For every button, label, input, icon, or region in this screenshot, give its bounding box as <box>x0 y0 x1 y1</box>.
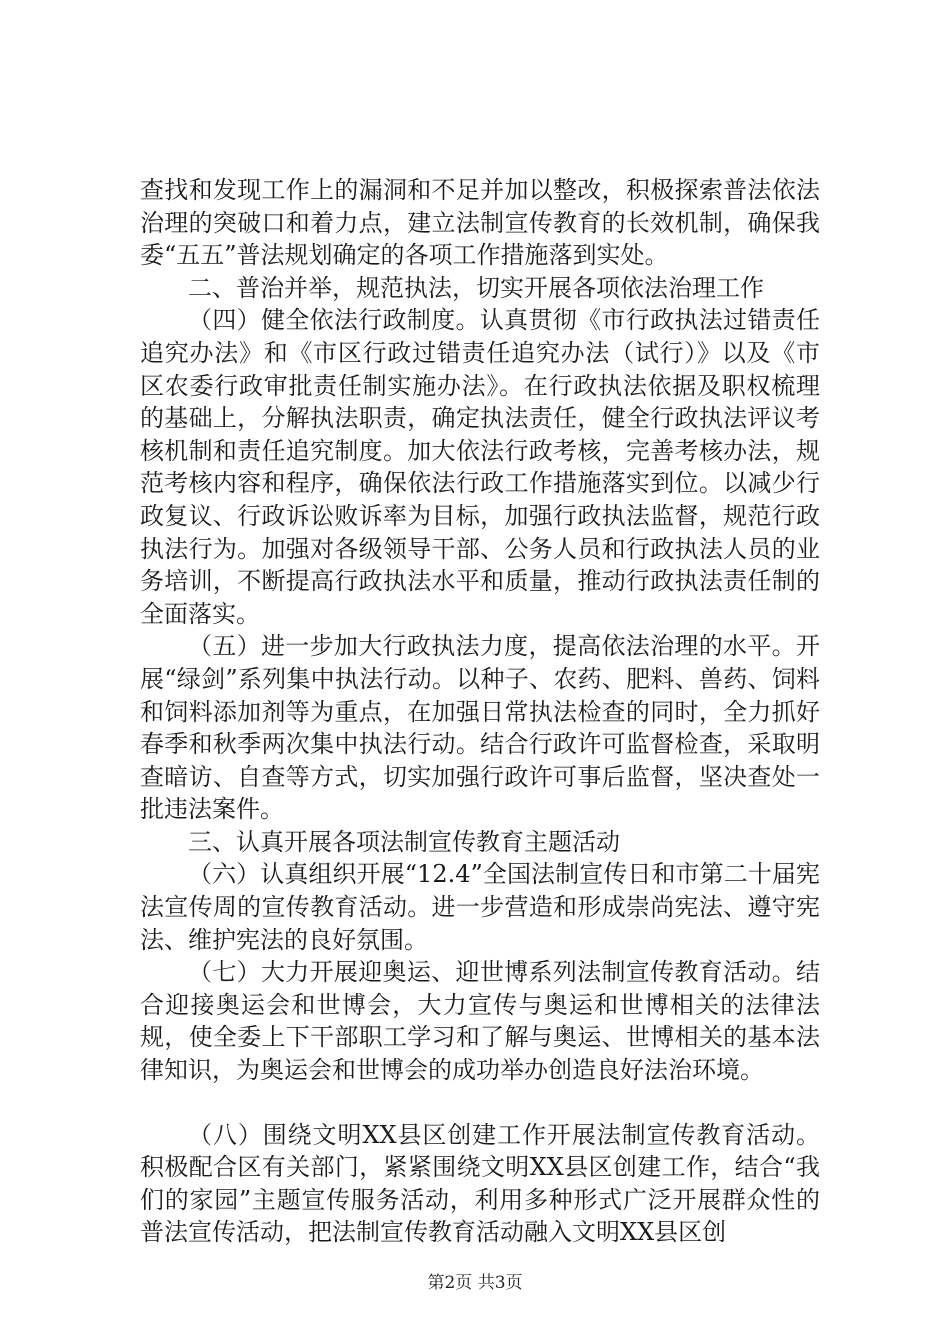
paragraph-item-8: （八）围绕文明XX县区创建工作开展法制宣传教育活动。积极配合区有关部门，紧紧围绕文明XX县区创建工作，结合“我们的家园”主题宣传服务活动，利用多种形式广泛开展群众性的普法宣传活动，把法制宣传教育活动融入文明XX县区创 <box>140 1120 820 1247</box>
section-heading-2: 二、普治并举，规范执法，切实开展各项依法治理工作 <box>188 273 764 302</box>
page-footer: 第2页 共3页 <box>427 1273 523 1293</box>
paragraph-item-4: （四）健全依法行政制度。认真贯彻《市行政执法过错责任追究办法》和《市区行政过错责任追究办法（试行）》以及《市区农委行政审批责任制实施办法》。在行政执法依据及职权梳理的基础上，分解执法职责，确定执法责任，健全行政执法评议考核机制和责任追究制度。加大依法行政考核，完善考核办法，规范考核内容和程序，确保依法行政工作措施落实到位。以减少行政复议、行政诉讼败诉率为目标，加强行政执法监督，规范行政执法行为。加强对各级领导干部、公务人员和行政执法人员的业务培训，不断提高行政执法水平和质量，推动行政执法责任制的全面落实。 <box>140 306 820 628</box>
section-heading-3: 三、认真开展各项法制宣传教育主题活动 <box>188 827 620 856</box>
paragraph-item-7: （七）大力开展迎奥运、迎世博系列法制宣传教育活动。结合迎接奥运会和世博会，大力宣传与奥运和世博相关的法律法规，使全委上下干部职工学习和了解与奥运、世博相关的基本法律知识，为奥运会和世博会的成功举办创造良好法治环境。 <box>140 958 820 1085</box>
paragraph-item-6: （六）认真组织开展“12.4”全国法制宣传日和市第二十届宪法宣传周的宣传教育活动。进一步营造和形成崇尚宪法、遵守宪法、维护宪法的良好氛围。 <box>140 860 820 954</box>
paragraph-item-5: （五）进一步加大行政执法力度，提高依法治理的水平。开展“绿剑”系列集中执法行动。以种子、农药、肥料、兽药、饲料和饲料添加剂等为重点，在加强日常执法检查的同时，全力抓好春季和秋季两次集中执法行动。结合行政许可监督检查，采取明查暗访、自查等方式，切实加强行政许可事后监督，坚决查处一批违法案件。 <box>140 632 820 824</box>
document-body <box>140 174 820 1249</box>
paragraph-continuation: 查找和发现工作上的漏洞和不足并加以整改，积极探索普法依法治理的突破口和着力点，建立法制宣传教育的长效机制，确保我委“五五”普法规划确定的各项工作措施落到实处。 <box>140 176 820 270</box>
